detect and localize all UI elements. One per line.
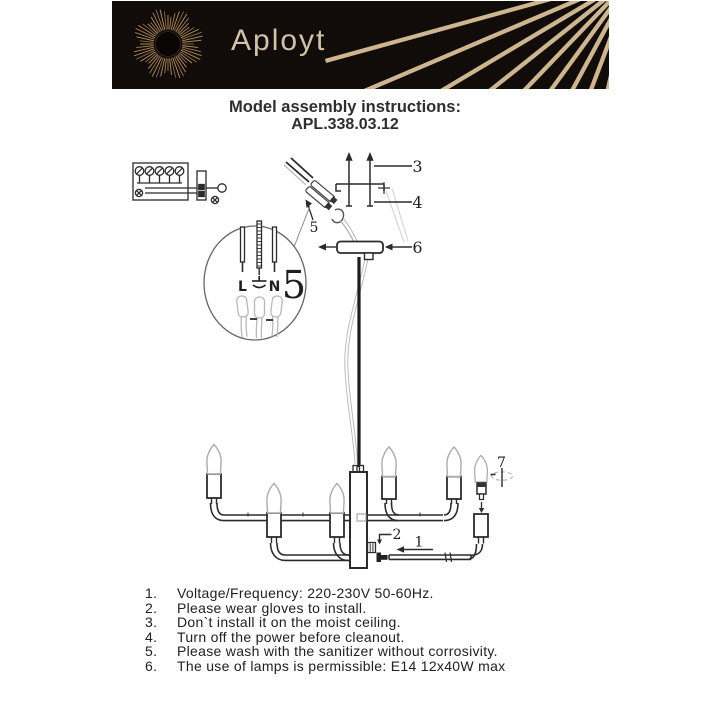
candle-bulbs xyxy=(207,445,488,514)
suspension-rod xyxy=(345,257,368,467)
page-title: Model assembly instructions: xyxy=(229,98,461,116)
item-text: Don`t install it on the moist ceiling. xyxy=(177,614,401,631)
item-number: 2. xyxy=(145,599,158,616)
neutral-wire-label: N xyxy=(268,279,281,295)
list-item xyxy=(145,630,625,645)
detached-arm xyxy=(389,544,483,562)
callout-leaders xyxy=(377,535,433,553)
item-text: Turn off the power before cleanout. xyxy=(177,628,405,645)
callout-6: 6 xyxy=(412,238,423,257)
callout-7: 7 xyxy=(497,455,506,471)
list-item xyxy=(145,659,625,674)
detached-lamp-holder xyxy=(477,483,486,513)
list-item xyxy=(145,601,625,616)
model-number: APL.338.03.12 xyxy=(291,116,399,133)
terminal-block-diagram xyxy=(133,163,226,204)
item-text: Please wear gloves to install. xyxy=(177,599,367,616)
item-number: 4. xyxy=(145,628,158,645)
list-item xyxy=(145,615,625,630)
item-number: 1. xyxy=(145,585,158,601)
callout-3: 3 xyxy=(412,157,423,176)
list-item xyxy=(145,644,625,659)
list-item xyxy=(145,586,625,601)
callout-5: 5 xyxy=(309,220,319,236)
item-number: 5. xyxy=(145,643,158,660)
item-text: Voltage/Frequency: 220-230V 50-60Hz. xyxy=(177,585,434,601)
item-number: 6. xyxy=(145,657,158,674)
item-text: Please wash with the sanitizer without corrosivity. xyxy=(177,643,498,660)
wire-connector-detail xyxy=(284,158,359,247)
item-number: 3. xyxy=(145,614,158,631)
callout-4: 4 xyxy=(412,193,423,212)
inset-step-number: 5 xyxy=(281,263,307,307)
item-text: The use of lamps is permissible: E14 12x40W max xyxy=(177,657,506,674)
hub-connector xyxy=(368,543,388,563)
live-wire-label: L xyxy=(238,279,247,295)
instruction-list xyxy=(145,586,625,674)
ceiling-canopy xyxy=(318,242,412,260)
mounting-hardware xyxy=(336,154,412,242)
brand-wordmark: Aployt xyxy=(231,24,327,57)
callout-1: 1 xyxy=(414,534,424,551)
callout-2: 2 xyxy=(392,527,402,543)
